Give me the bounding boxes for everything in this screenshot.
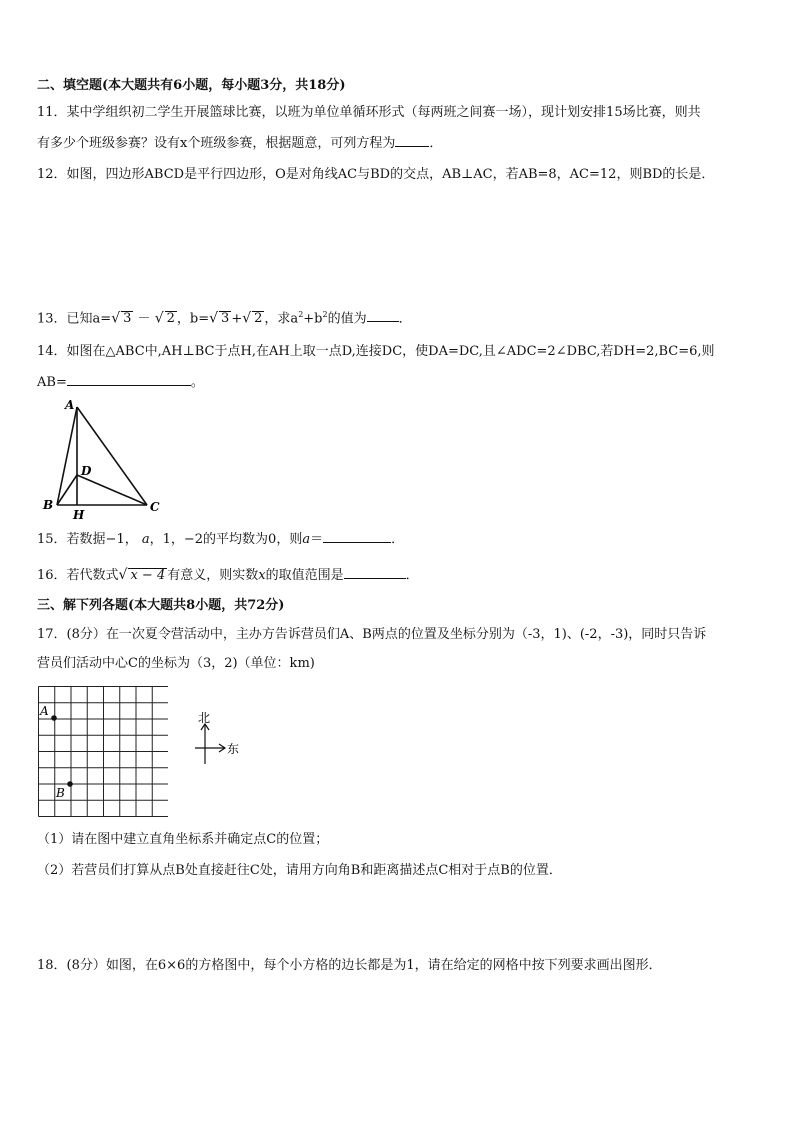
label-d: D [81,464,92,478]
question-17-line-1: 17．(8分）在一次夏令营活动中，主办方告诉营员们A、B两点的位置及坐标分别为（-3，1)、(-2，-3)，同时只告诉 [37,627,707,642]
question-13: 13．已知a=√ 3 － √ 2 ，b=√ 3 +√ 2 ，求$a^2+b^2$的值为 ． [37,310,412,327]
question-18: 18．(8分）如图，在6×6的方格图中，每个小方格的边长都是为1，请在给定的网格中按下列要求画出图形． [37,958,662,973]
point-a [51,715,57,721]
grid-label-a: A [40,704,49,718]
sqrt-3-a: 3 [123,311,132,327]
section-title-solve: 三、解下列各题(本大题共8小题，共72分) [37,598,285,613]
question-14-line-1: 14．如图在△ABC中,AH⊥BC于点H,在AH上取一点D,连接DC，使DA=DC,且∠ADC=2∠DBC,若DH=2,BC=6,则 [37,344,715,359]
label-a: A [65,398,75,412]
answer-blank-13[interactable] [367,309,399,322]
compass-icon [192,708,252,768]
point-b [67,781,73,787]
answer-blank-14[interactable] [67,373,191,386]
section-title-fill-in: 二、填空题(本大题共有6小题，每小题3分，共18分) [37,78,346,93]
label-b: B [43,498,54,512]
sqrt-3-b: 3 [221,311,230,327]
label-c: C [150,500,160,514]
compass-north: 北 [198,711,211,725]
question-14-line-2: AB= 。 [37,375,204,390]
grid-label-b: B [56,786,65,800]
answer-blank-15[interactable] [323,530,391,543]
compass-east: 东 [227,742,240,756]
question-12: 12．如图，四边形ABCD是平行四边形，O是对角线AC与BD的交点，AB⊥AC，若AB=8，AC=12，则BD的长是． [37,167,715,182]
question-16: 16．若代数式√ x − 4 有意义，则实数x的取值范围是 ． [37,567,419,583]
question-17-sub-1: （1）请在图中建立直角坐标系并确定点C的位置； [37,832,329,847]
sqrt-x-minus-4: x − 4 [130,568,166,583]
triangle-figure [37,395,167,520]
answer-blank-16[interactable] [344,566,406,579]
question-15: 15．若数据−1， a，1，−2的平均数为0，则a＝ ． [37,532,405,547]
question-17-line-2: 营员们活动中心C的坐标为（3，2)（单位：km) [37,656,315,671]
question-11-line-2: 有多少个班级参赛？设有x个班级参赛，根据题意，可列方程为 ． [37,136,443,151]
coordinate-grid[interactable] [38,686,168,817]
question-11-text: 有多少个班级参赛？设有x个班级参赛，根据题意，可列方程为 [37,136,396,151]
sqrt-2-a: 2 [166,311,175,327]
sqrt-2-b: 2 [254,311,263,327]
answer-blank-11[interactable] [395,134,429,147]
question-17-sub-2: （2）若营员们打算从点B处直接赶往C处，请用方向角B和距离描述点C相对于点B的位置． [37,863,562,878]
label-h: H [73,508,85,520]
question-11-line-1: 11．某中学组织初二学生开展篮球比赛，以班为单位单循环形式（每两班之间赛一场），现计划安排15场比赛，则共 [37,105,701,120]
